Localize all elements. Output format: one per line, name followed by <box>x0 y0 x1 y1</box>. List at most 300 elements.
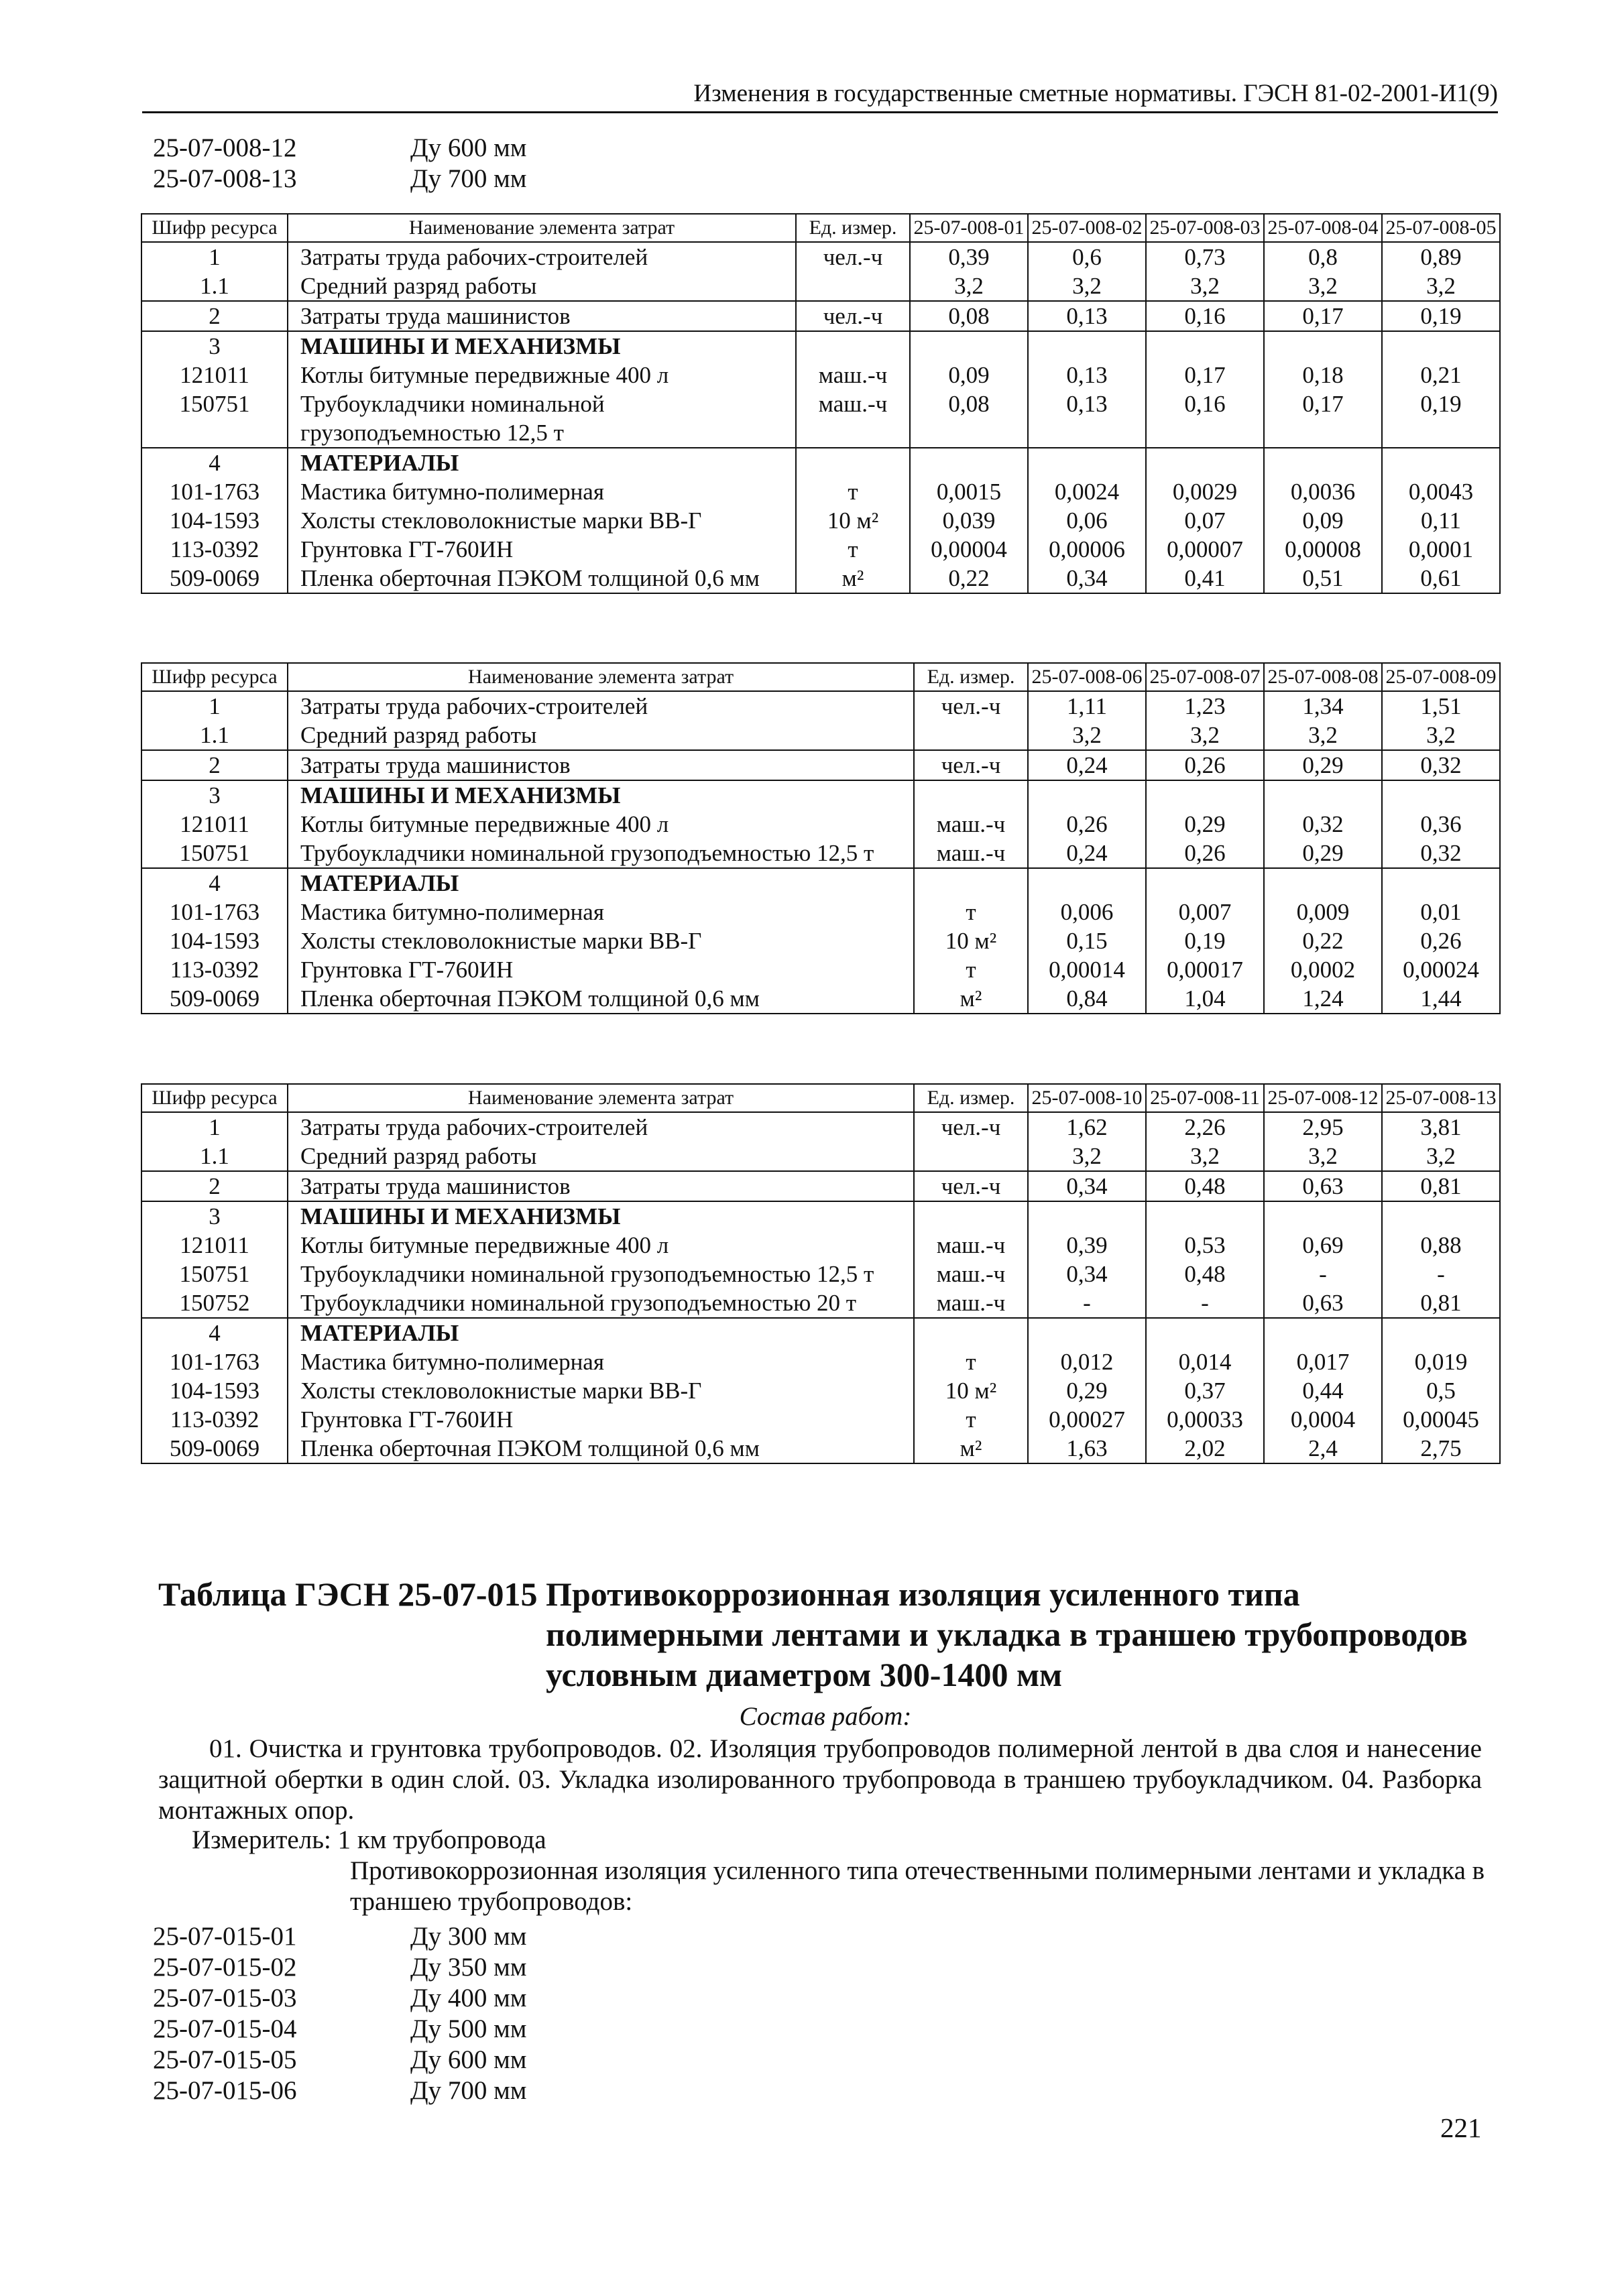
cell-value: 0,73 <box>1146 242 1264 271</box>
cell-name: Мастика битумно-полимерная <box>288 477 796 506</box>
code-row <box>153 1952 526 1983</box>
cell-value: 0,24 <box>1028 750 1146 780</box>
cell-unit <box>914 1318 1028 1347</box>
cell-value <box>1264 780 1382 810</box>
cell-cipher: 113-0392 <box>141 1405 288 1434</box>
cell-value: 0,37 <box>1146 1376 1264 1405</box>
cell-cipher: 4 <box>141 448 288 477</box>
cell-value: 3,2 <box>1264 1142 1382 1171</box>
cell-cipher: 101-1763 <box>141 1347 288 1376</box>
cell-value: 0,81 <box>1382 1288 1500 1318</box>
cell-unit <box>914 1201 1028 1231</box>
table-row <box>141 361 1500 389</box>
table-row <box>141 506 1500 535</box>
cell-value: 1,51 <box>1382 691 1500 721</box>
table-header-row <box>141 663 1500 691</box>
cell-value: 0,16 <box>1146 301 1264 331</box>
cell-value: 0,012 <box>1028 1347 1146 1376</box>
table-row <box>141 448 1500 477</box>
cell-cipher: 121011 <box>141 1231 288 1260</box>
cell-value: 3,2 <box>1028 721 1146 750</box>
cell-unit <box>914 780 1028 810</box>
running-header: Изменения в государственные сметные нормативы. ГЭСН 81-02-2001-И1(9) <box>142 79 1498 113</box>
cell-value: 0,15 <box>1028 926 1146 955</box>
cell-cipher: 1 <box>141 242 288 271</box>
table-row <box>141 1318 1500 1347</box>
cell-value: - <box>1028 1288 1146 1318</box>
code-row <box>153 1983 526 2014</box>
cell-value: 0,32 <box>1382 750 1500 780</box>
cell-value: 0,6 <box>1028 242 1146 271</box>
cell-unit <box>914 1142 1028 1171</box>
cell-value: 0,84 <box>1028 984 1146 1014</box>
cell-value: 1,24 <box>1264 984 1382 1014</box>
cell-value: 0,44 <box>1264 1376 1382 1405</box>
code-row <box>153 133 526 164</box>
table-row <box>141 1112 1500 1142</box>
cell-value: 0,29 <box>1146 810 1264 839</box>
header-unit: Ед. измер. <box>914 1084 1028 1112</box>
work-heading: Состав работ: <box>739 1702 912 1731</box>
cell-value: 3,2 <box>1382 1142 1500 1171</box>
header-norm-code: 25-07-008-04 <box>1264 214 1382 242</box>
section-title-line: Таблица ГЭСН 25-07-015 Противокоррозионная изоляция усиленного типа <box>158 1575 1300 1613</box>
cell-name: Затраты труда машинистов <box>288 1171 914 1201</box>
code-label: Ду 300 мм <box>410 1922 527 1951</box>
cell-value: 0,39 <box>1028 1231 1146 1260</box>
cell-value: 3,81 <box>1382 1112 1500 1142</box>
table-row <box>141 721 1500 750</box>
cell-value: 0,0015 <box>910 477 1028 506</box>
cell-value: 0,17 <box>1264 389 1382 448</box>
code: 25-07-015-05 <box>153 2045 297 2074</box>
cell-cipher: 509-0069 <box>141 984 288 1014</box>
cell-value: 0,00033 <box>1146 1405 1264 1434</box>
header-cipher: Шифр ресурса <box>141 214 288 242</box>
section-title-line: полимерными лентами и укладка в траншею трубопроводов <box>546 1616 1468 1653</box>
cell-unit: чел.-ч <box>914 750 1028 780</box>
cell-value: 0,00017 <box>1146 955 1264 984</box>
cell-name: МАТЕРИАЛЫ <box>288 868 914 898</box>
cell-value: 0,00045 <box>1382 1405 1500 1434</box>
cell-value: 2,4 <box>1264 1434 1382 1463</box>
table-row <box>141 242 1500 271</box>
cell-unit <box>796 331 910 361</box>
cell-cipher: 101-1763 <box>141 477 288 506</box>
cell-value: 3,2 <box>1146 721 1264 750</box>
cell-value: 0,11 <box>1382 506 1500 535</box>
cell-value: 0,08 <box>910 301 1028 331</box>
table-row <box>141 898 1500 926</box>
table-row <box>141 780 1500 810</box>
header-norm-code: 25-07-008-08 <box>1264 663 1382 691</box>
cell-unit: м² <box>914 1434 1028 1463</box>
code: 25-07-015-01 <box>153 1922 297 1951</box>
cell-value: 0,017 <box>1264 1347 1382 1376</box>
cell-value <box>1028 331 1146 361</box>
cell-unit: чел.-ч <box>796 242 910 271</box>
cell-cipher: 150751 <box>141 1260 288 1288</box>
cell-cipher: 3 <box>141 1201 288 1231</box>
bottom-code-list <box>153 1921 526 2106</box>
cell-value: 0,19 <box>1146 926 1264 955</box>
cell-value <box>910 448 1028 477</box>
cell-unit <box>796 271 910 301</box>
cell-value: 0,53 <box>1146 1231 1264 1260</box>
cell-value: 0,06 <box>1028 506 1146 535</box>
cell-value: 0,09 <box>1264 506 1382 535</box>
cell-value: 0,63 <box>1264 1288 1382 1318</box>
header-norm-code: 25-07-008-02 <box>1028 214 1146 242</box>
cell-value: 1,04 <box>1146 984 1264 1014</box>
code-row <box>153 2075 526 2106</box>
cell-value: 0,18 <box>1264 361 1382 389</box>
cell-value: 0,48 <box>1146 1260 1264 1288</box>
cell-cipher: 104-1593 <box>141 926 288 955</box>
cell-value: 2,95 <box>1264 1112 1382 1142</box>
cell-name: Холсты стекловолокнистые марки ВВ-Г <box>288 1376 914 1405</box>
cell-cipher: 113-0392 <box>141 535 288 564</box>
cell-value: 0,22 <box>910 564 1028 593</box>
header-norm-code: 25-07-008-03 <box>1146 214 1264 242</box>
cell-name: Трубоукладчики номинальной грузоподъемностью 20 т <box>288 1288 914 1318</box>
cell-value <box>1382 868 1500 898</box>
cell-unit: т <box>914 1405 1028 1434</box>
code-row <box>153 2014 526 2045</box>
cell-value: 0,13 <box>1028 361 1146 389</box>
cell-cipher: 2 <box>141 1171 288 1201</box>
cell-name: Средний разряд работы <box>288 1142 914 1171</box>
cell-cipher: 1.1 <box>141 271 288 301</box>
cell-cipher: 509-0069 <box>141 1434 288 1463</box>
cell-value: 0,19 <box>1382 389 1500 448</box>
cell-name: Трубоукладчики номинальной грузоподъемностью 12,5 т <box>288 1260 914 1288</box>
cell-value: 3,2 <box>1382 271 1500 301</box>
cell-unit: 10 м² <box>914 926 1028 955</box>
table-row <box>141 477 1500 506</box>
cell-value: 0,29 <box>1264 750 1382 780</box>
cell-value: 0,007 <box>1146 898 1264 926</box>
cell-unit: 10 м² <box>796 506 910 535</box>
cell-name: Средний разряд работы <box>288 271 796 301</box>
cell-value <box>1028 1318 1146 1347</box>
cell-cipher: 2 <box>141 301 288 331</box>
cell-value <box>1028 1201 1146 1231</box>
cell-value: 0,16 <box>1146 389 1264 448</box>
table-row <box>141 535 1500 564</box>
cell-value <box>1146 1318 1264 1347</box>
header-norm-code: 25-07-008-11 <box>1146 1084 1264 1112</box>
table-row <box>141 1171 1500 1201</box>
cell-value <box>1264 1318 1382 1347</box>
header-norm-code: 25-07-008-10 <box>1028 1084 1146 1112</box>
cell-value: 0,48 <box>1146 1171 1264 1201</box>
cell-value: 0,17 <box>1146 361 1264 389</box>
cell-value: 3,2 <box>1028 1142 1146 1171</box>
cell-unit: маш.-ч <box>796 389 910 448</box>
cell-value: 2,75 <box>1382 1434 1500 1463</box>
header-name: Наименование элемента затрат <box>288 663 914 691</box>
table-row <box>141 1201 1500 1231</box>
cell-name: Грунтовка ГТ-760ИН <box>288 1405 914 1434</box>
cell-unit: т <box>796 477 910 506</box>
table-header-row <box>141 214 1500 242</box>
cell-value: 0,014 <box>1146 1347 1264 1376</box>
cell-cipher: 1.1 <box>141 1142 288 1171</box>
code-label: Ду 400 мм <box>410 1984 527 2012</box>
cell-unit: маш.-ч <box>914 839 1028 868</box>
cell-value <box>1382 780 1500 810</box>
cell-unit <box>914 721 1028 750</box>
cell-name: Затраты труда машинистов <box>288 750 914 780</box>
cell-unit: чел.-ч <box>914 1171 1028 1201</box>
header-norm-code: 25-07-008-12 <box>1264 1084 1382 1112</box>
code-label: Ду 600 мм <box>410 133 527 162</box>
cell-unit: т <box>796 535 910 564</box>
cell-name: Котлы битумные передвижные 400 л <box>288 1231 914 1260</box>
cell-value <box>1146 448 1264 477</box>
page-number: 221 <box>1440 2112 1482 2143</box>
code: 25-07-015-04 <box>153 2014 297 2043</box>
cell-value: 0,0001 <box>1382 535 1500 564</box>
cell-unit: м² <box>796 564 910 593</box>
table-row <box>141 1434 1500 1463</box>
cell-value <box>1264 448 1382 477</box>
cell-value: 0,09 <box>910 361 1028 389</box>
cell-value <box>1264 331 1382 361</box>
cell-value: 0,00027 <box>1028 1405 1146 1434</box>
cell-value: 0,89 <box>1382 242 1500 271</box>
cell-value: 1,11 <box>1028 691 1146 721</box>
header-norm-code: 25-07-008-05 <box>1382 214 1500 242</box>
cell-unit: т <box>914 898 1028 926</box>
cell-unit: маш.-ч <box>914 1260 1028 1288</box>
cell-value <box>1028 868 1146 898</box>
cell-value: 0,8 <box>1264 242 1382 271</box>
cell-name: МАШИНЫ И МЕХАНИЗМЫ <box>288 331 796 361</box>
cell-value: 0,08 <box>910 389 1028 448</box>
cell-unit: чел.-ч <box>914 1112 1028 1142</box>
table-row <box>141 984 1500 1014</box>
cell-value: 0,0029 <box>1146 477 1264 506</box>
cell-value: 0,69 <box>1264 1231 1382 1260</box>
cell-value: 0,07 <box>1146 506 1264 535</box>
code-label: Ду 600 мм <box>410 2045 527 2074</box>
cell-value: 0,0004 <box>1264 1405 1382 1434</box>
header-unit: Ед. измер. <box>914 663 1028 691</box>
cell-value: 0,26 <box>1028 810 1146 839</box>
cell-value <box>1146 868 1264 898</box>
cell-name: Котлы битумные передвижные 400 л <box>288 810 914 839</box>
cell-value: 0,22 <box>1264 926 1382 955</box>
section-title-line: условным диаметром 300-1400 мм <box>546 1656 1063 1693</box>
cell-value: 0,00007 <box>1146 535 1264 564</box>
cell-value: 0,13 <box>1028 301 1146 331</box>
cell-cipher: 1 <box>141 691 288 721</box>
cell-value: 3,2 <box>1028 271 1146 301</box>
cell-value <box>1382 448 1500 477</box>
cell-value: 0,41 <box>1146 564 1264 593</box>
cell-value: 0,29 <box>1264 839 1382 868</box>
cell-value <box>1382 1318 1500 1347</box>
cell-unit: чел.-ч <box>796 301 910 331</box>
cell-name: МАШИНЫ И МЕХАНИЗМЫ <box>288 1201 914 1231</box>
cell-value: 0,0036 <box>1264 477 1382 506</box>
table-row <box>141 691 1500 721</box>
cell-cipher: 150752 <box>141 1288 288 1318</box>
table-row <box>141 331 1500 361</box>
cell-value: 0,00008 <box>1264 535 1382 564</box>
cell-value: 0,19 <box>1382 301 1500 331</box>
header-name: Наименование элемента затрат <box>288 214 796 242</box>
cell-cipher: 4 <box>141 1318 288 1347</box>
cell-value: 0,34 <box>1028 564 1146 593</box>
cell-value: 3,2 <box>1264 271 1382 301</box>
table-row <box>141 271 1500 301</box>
cell-value: 0,24 <box>1028 839 1146 868</box>
cell-value: 3,2 <box>1264 721 1382 750</box>
cell-cipher: 509-0069 <box>141 564 288 593</box>
cell-name: Затраты труда машинистов <box>288 301 796 331</box>
cell-unit: маш.-ч <box>914 1288 1028 1318</box>
cell-name: МАТЕРИАЛЫ <box>288 1318 914 1347</box>
table-row <box>141 1347 1500 1376</box>
table-row <box>141 926 1500 955</box>
cell-value: 0,34 <box>1028 1171 1146 1201</box>
header-norm-code: 25-07-008-09 <box>1382 663 1500 691</box>
code: 25-07-015-03 <box>153 1984 297 2012</box>
code-label: Ду 500 мм <box>410 2014 527 2043</box>
code-row <box>153 164 526 194</box>
table-row <box>141 1376 1500 1405</box>
cell-value: - <box>1382 1260 1500 1288</box>
cell-value: 2,02 <box>1146 1434 1264 1463</box>
code-label: Ду 700 мм <box>410 164 527 193</box>
table-row <box>141 564 1500 593</box>
cell-value <box>1146 1201 1264 1231</box>
code-row <box>153 1921 526 1952</box>
cell-value: 3,2 <box>910 271 1028 301</box>
cell-value: 0,00004 <box>910 535 1028 564</box>
cell-unit: т <box>914 955 1028 984</box>
cell-value <box>1028 780 1146 810</box>
cell-value <box>1382 1201 1500 1231</box>
header-unit: Ед. измер. <box>796 214 910 242</box>
cell-value: 0,26 <box>1146 750 1264 780</box>
table-row <box>141 955 1500 984</box>
table-description: Противокоррозионная изоляция усиленного типа отечественными полимерными лентами и укладка в траншею трубопроводов: <box>350 1856 1485 1916</box>
cell-unit <box>914 868 1028 898</box>
cell-name: Затраты труда рабочих-строителей <box>288 691 914 721</box>
cell-cipher: 150751 <box>141 839 288 868</box>
cell-value: 0,039 <box>910 506 1028 535</box>
header-norm-code: 25-07-008-06 <box>1028 663 1146 691</box>
header-cipher: Шифр ресурса <box>141 1084 288 1112</box>
table-row <box>141 868 1500 898</box>
cell-value <box>1264 868 1382 898</box>
cell-cipher: 2 <box>141 750 288 780</box>
cell-name: Пленка оберточная ПЭКОМ толщиной 0,6 мм <box>288 1434 914 1463</box>
norm-table-3 <box>141 1083 1501 1464</box>
cell-value: 1,34 <box>1264 691 1382 721</box>
table-row <box>141 389 1500 448</box>
cell-unit: м² <box>914 984 1028 1014</box>
cell-unit: маш.-ч <box>914 1231 1028 1260</box>
header-name: Наименование элемента затрат <box>288 1084 914 1112</box>
table-header-row <box>141 1084 1500 1112</box>
cell-unit: т <box>914 1347 1028 1376</box>
cell-value: 0,00006 <box>1028 535 1146 564</box>
cell-name: Холсты стекловолокнистые марки ВВ-Г <box>288 506 796 535</box>
cell-value <box>1146 331 1264 361</box>
norm-table-2 <box>141 662 1501 1014</box>
cell-value <box>910 331 1028 361</box>
cell-value <box>1382 331 1500 361</box>
cell-name: Пленка оберточная ПЭКОМ толщиной 0,6 мм <box>288 984 914 1014</box>
top-code-list <box>153 133 526 194</box>
cell-name: Грунтовка ГТ-760ИН <box>288 535 796 564</box>
cell-value: 2,26 <box>1146 1112 1264 1142</box>
cell-value: 3,2 <box>1146 271 1264 301</box>
code-label: Ду 700 мм <box>410 2076 527 2105</box>
cell-value: 0,63 <box>1264 1171 1382 1201</box>
cell-cipher: 121011 <box>141 810 288 839</box>
cell-value: 0,39 <box>910 242 1028 271</box>
cell-name: Средний разряд работы <box>288 721 914 750</box>
header-cipher: Шифр ресурса <box>141 663 288 691</box>
cell-cipher: 104-1593 <box>141 1376 288 1405</box>
cell-value: 0,006 <box>1028 898 1146 926</box>
cell-value: 0,26 <box>1382 926 1500 955</box>
code: 25-07-015-06 <box>153 2076 297 2105</box>
cell-name: Затраты труда рабочих-строителей <box>288 242 796 271</box>
cell-value: 0,61 <box>1382 564 1500 593</box>
cell-value: 0,81 <box>1382 1171 1500 1201</box>
cell-value: 0,32 <box>1264 810 1382 839</box>
section-title <box>158 1574 1493 1695</box>
cell-unit: 10 м² <box>914 1376 1028 1405</box>
code: 25-07-008-12 <box>153 133 297 162</box>
cell-cipher: 4 <box>141 868 288 898</box>
cell-name: Трубоукладчики номинальной грузоподъемностью 12,5 т <box>288 839 914 868</box>
table-row <box>141 301 1500 331</box>
cell-cipher: 1.1 <box>141 721 288 750</box>
table-row <box>141 839 1500 868</box>
cell-value: - <box>1146 1288 1264 1318</box>
cell-value: 0,00014 <box>1028 955 1146 984</box>
cell-cipher: 1 <box>141 1112 288 1142</box>
work-description: 01. Очистка и грунтовка трубопроводов. 02. Изоляция трубопроводов полимерной лентой в два слоя и нанесение защитной обертки в один слой. 03. Укладка изолированного трубопровода в траншею трубоукладчиком. 04. Разборка монтажных опор. <box>158 1734 1482 1825</box>
cell-value: 0,0024 <box>1028 477 1146 506</box>
cell-unit: маш.-ч <box>914 810 1028 839</box>
cell-value: 1,23 <box>1146 691 1264 721</box>
cell-unit: чел.-ч <box>914 691 1028 721</box>
cell-value: 1,44 <box>1382 984 1500 1014</box>
code: 25-07-015-02 <box>153 1953 297 1982</box>
cell-name: Затраты труда рабочих-строителей <box>288 1112 914 1142</box>
code: 25-07-008-13 <box>153 164 297 193</box>
cell-value: 0,21 <box>1382 361 1500 389</box>
cell-cipher: 3 <box>141 331 288 361</box>
header-norm-code: 25-07-008-01 <box>910 214 1028 242</box>
table-row <box>141 810 1500 839</box>
cell-value: 0,0002 <box>1264 955 1382 984</box>
cell-value: 0,36 <box>1382 810 1500 839</box>
cell-value: 3,2 <box>1382 721 1500 750</box>
cell-value: 0,51 <box>1264 564 1382 593</box>
cell-value: 0,01 <box>1382 898 1500 926</box>
cell-name: Трубоукладчики номинальной грузоподъемностью 12,5 т <box>288 389 796 448</box>
